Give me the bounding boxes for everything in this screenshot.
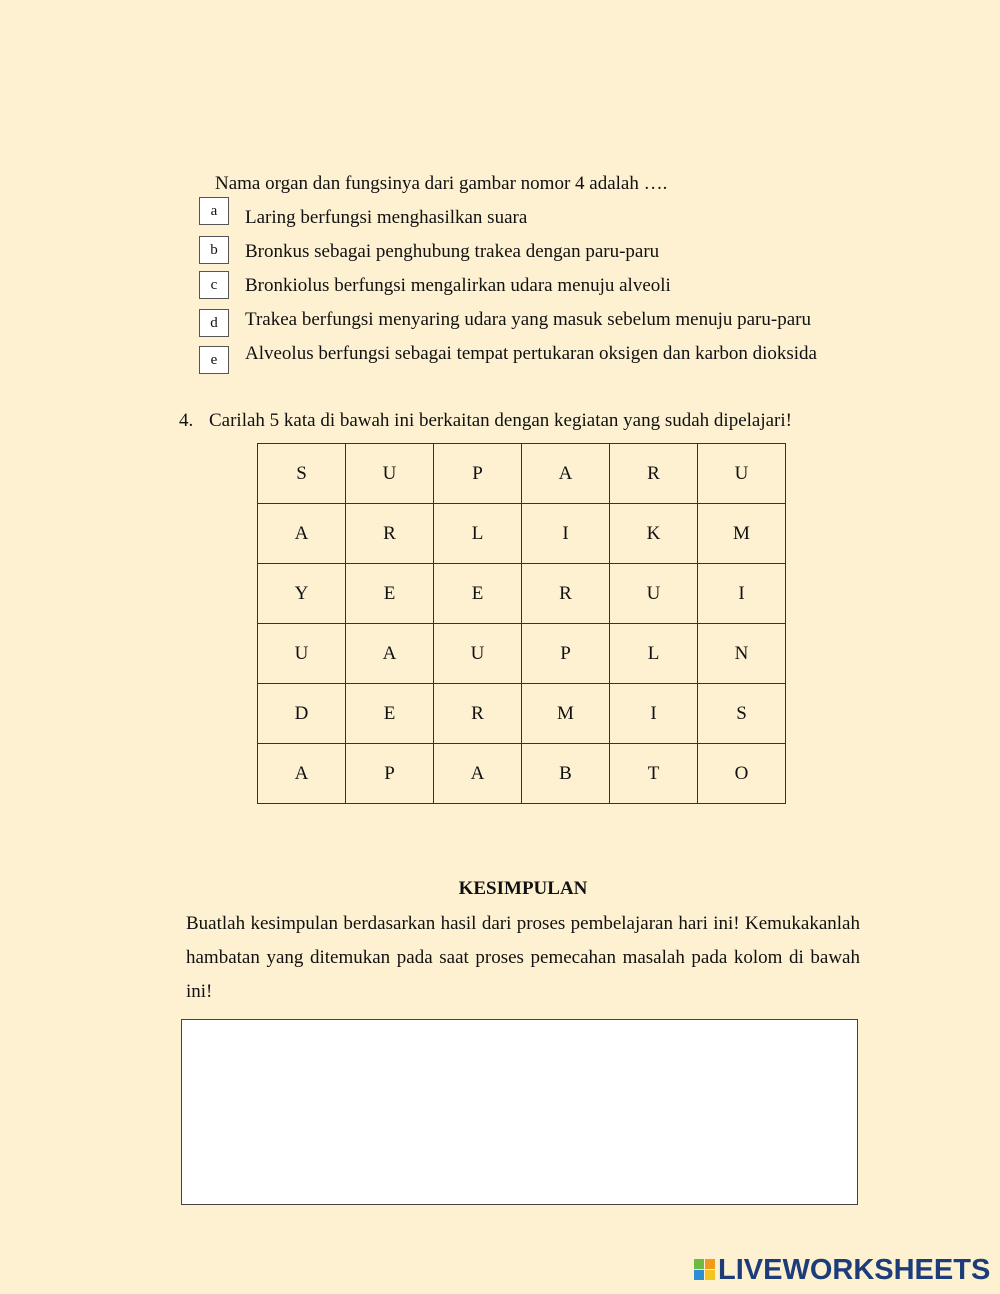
grid-cell[interactable]: R xyxy=(434,684,522,744)
grid-cell[interactable]: R xyxy=(610,444,698,504)
grid-cell[interactable]: P xyxy=(346,744,434,804)
grid-row xyxy=(258,624,786,684)
grid-cell[interactable]: D xyxy=(258,684,346,744)
logo-text: LIVEWORKSHEETS xyxy=(718,1253,991,1286)
option-a-box[interactable]: a xyxy=(199,197,229,225)
option-e-text: Alveolus berfungsi sebagai tempat pertukaran oksigen dan karbon dioksida xyxy=(245,343,817,364)
grid-cell[interactable]: A xyxy=(522,444,610,504)
grid-cell[interactable]: U xyxy=(434,624,522,684)
grid-row xyxy=(258,504,786,564)
grid-cell[interactable]: U xyxy=(258,624,346,684)
grid-row xyxy=(258,744,786,804)
grid-cell[interactable]: A xyxy=(346,624,434,684)
grid-row xyxy=(258,444,786,504)
option-b-box[interactable]: b xyxy=(199,236,229,264)
option-d-box[interactable]: d xyxy=(199,309,229,337)
option-d-text: Trakea berfungsi menyaring udara yang masuk sebelum menuju paru-paru xyxy=(245,309,811,330)
option-c-box[interactable]: c xyxy=(199,271,229,299)
grid-cell[interactable]: S xyxy=(258,444,346,504)
option-e-box[interactable]: e xyxy=(199,346,229,374)
grid-cell[interactable]: I xyxy=(522,504,610,564)
grid-cell[interactable]: U xyxy=(610,564,698,624)
grid-cell[interactable]: P xyxy=(522,624,610,684)
grid-cell[interactable]: R xyxy=(346,504,434,564)
grid-cell[interactable]: U xyxy=(698,444,786,504)
grid-cell[interactable]: A xyxy=(434,744,522,804)
grid-cell[interactable]: P xyxy=(434,444,522,504)
grid-cell[interactable]: O xyxy=(698,744,786,804)
grid-cell[interactable]: A xyxy=(258,504,346,564)
grid-cell[interactable]: S xyxy=(698,684,786,744)
grid-cell[interactable]: T xyxy=(610,744,698,804)
conclusion-heading: KESIMPULAN xyxy=(458,878,588,899)
grid-row xyxy=(258,684,786,744)
question-4-number: 4. xyxy=(179,410,194,431)
grid-cell[interactable]: M xyxy=(698,504,786,564)
grid-cell[interactable]: R xyxy=(522,564,610,624)
conclusion-answer-box[interactable] xyxy=(181,1019,858,1205)
grid-row xyxy=(258,564,786,624)
liveworksheets-logo[interactable] xyxy=(694,1254,990,1286)
grid-cell[interactable]: M xyxy=(522,684,610,744)
word-search-grid xyxy=(257,443,786,804)
grid-cell[interactable]: L xyxy=(434,504,522,564)
question-prompt: Nama organ dan fungsinya dari gambar nomor 4 adalah …. xyxy=(215,173,668,194)
option-c-text: Bronkiolus berfungsi mengalirkan udara menuju alveoli xyxy=(245,275,671,296)
option-b-text: Bronkus sebagai penghubung trakea dengan paru-paru xyxy=(245,241,660,262)
grid-cell[interactable]: U xyxy=(346,444,434,504)
grid-cell[interactable]: I xyxy=(610,684,698,744)
grid-cell[interactable]: E xyxy=(434,564,522,624)
grid-cell[interactable]: B xyxy=(522,744,610,804)
option-a-text: Laring berfungsi menghasilkan suara xyxy=(245,207,528,228)
grid-cell[interactable]: K xyxy=(610,504,698,564)
question-4-prompt: Carilah 5 kata di bawah ini berkaitan dengan kegiatan yang sudah dipelajari! xyxy=(209,410,792,431)
grid-cell[interactable]: L xyxy=(610,624,698,684)
grid-cell[interactable]: N xyxy=(698,624,786,684)
grid-cell[interactable]: E xyxy=(346,684,434,744)
grid-cell[interactable]: Y xyxy=(258,564,346,624)
conclusion-instruction: Buatlah kesimpulan berdasarkan hasil dari proses pembelajaran hari ini! Kemukakanlah hambatan yang ditemukan pada saat proses pemecahan masalah pada kolom di bawah ini! xyxy=(186,913,860,1002)
grid-cell[interactable]: I xyxy=(698,564,786,624)
grid-cell[interactable]: E xyxy=(346,564,434,624)
grid-cell[interactable]: A xyxy=(258,744,346,804)
logo-icon xyxy=(694,1259,716,1281)
